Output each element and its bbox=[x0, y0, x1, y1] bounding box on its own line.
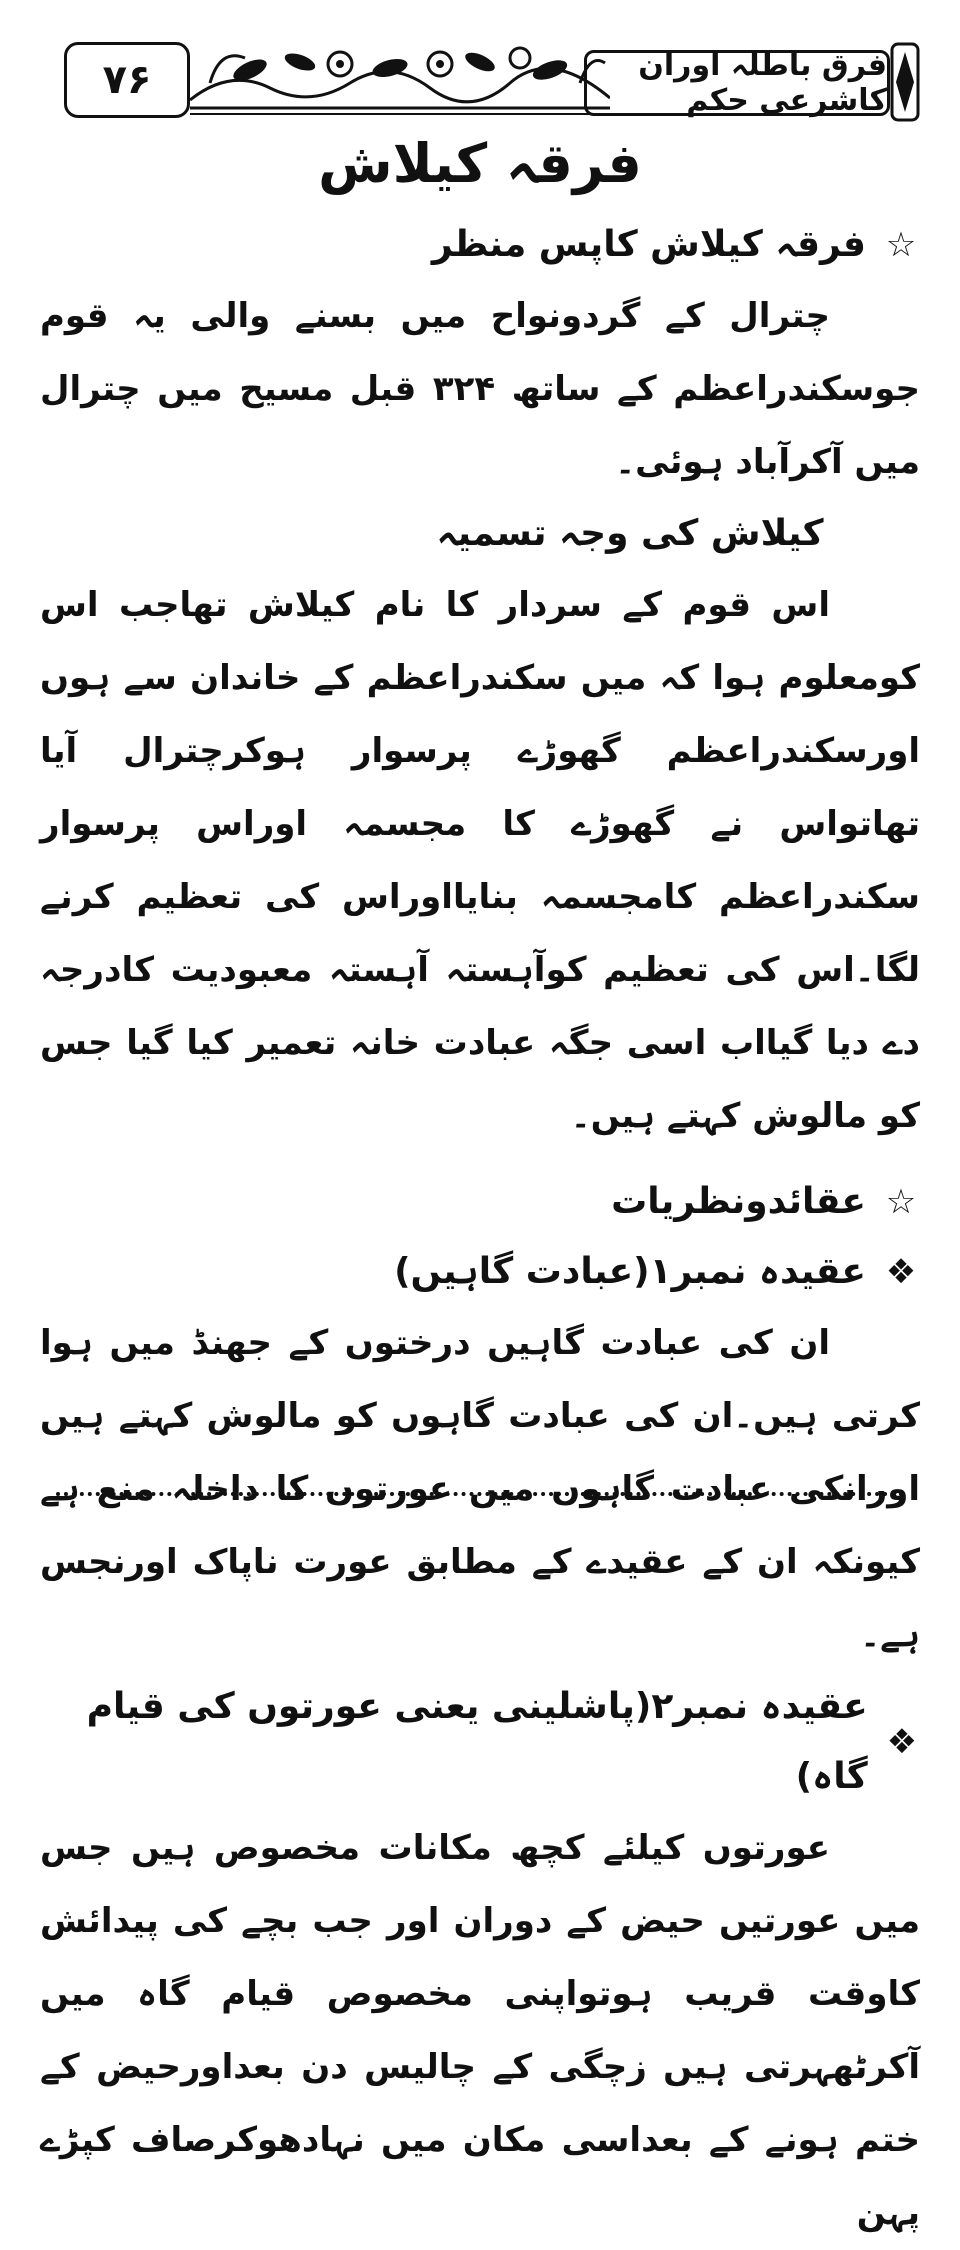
book-title: فرق باطلہ اوران کاشرعی حکم bbox=[584, 50, 890, 116]
page-content bbox=[40, 118, 920, 2250]
section-heading-background bbox=[40, 210, 920, 280]
heading-text: عقیدہ نمبر۱(عبادت گاہیں) bbox=[394, 1251, 866, 1292]
section-heading-naming bbox=[40, 499, 920, 569]
heading-text: عقیدہ نمبر۲(پاشلینی یعنی عورتوں کی قیام گاہ) bbox=[86, 1686, 868, 1797]
diamond-bullet-icon: ❖ bbox=[886, 1722, 918, 1762]
heading-text: کیلاش کی وجہ تسمیہ bbox=[436, 513, 824, 554]
paragraph-belief-2: عورتوں کیلئے کچھ مکانات مخصوص ہیں جس میں عورتیں حیض کے دوران اور جب بچے کی پیدائش کاوقت قریب ہوتواپنی مخصوص قیام گاہ میں آکرٹھہرتی ہیں زچگی کے چالیس دن بعداورحیض کے ختم ہونے کے بعداسی مکان میں نہادھوکرصاف کپڑے پہن bbox=[40, 1828, 920, 2233]
chapter-title: فرقہ کیلاش bbox=[318, 132, 642, 195]
bottom-dotted-rule bbox=[56, 1492, 904, 1496]
belief-heading-1 bbox=[40, 1237, 920, 1307]
heading-text: فرقہ کیلاش کاپس منظر bbox=[431, 224, 866, 265]
paragraph-belief-1: ان کی عبادت گاہیں درختوں کے جھنڈ میں ہوا کرتی ہیں۔ان کی عبادت گاہوں کو مالوش کہتے ہیں اورانکی عبادت گاہوں میں عورتوں کا داخلہ منع ہے کیونکہ ان کے عقیدے کے مطابق عورت ناپاک اورنجس ہے۔ bbox=[40, 1323, 920, 1655]
belief-heading-2 bbox=[40, 1672, 920, 1812]
page-number: ۷۶ bbox=[64, 42, 190, 118]
heading-text: عقائدونظریات bbox=[611, 1181, 866, 1222]
star-icon: ☆ bbox=[885, 225, 917, 265]
paragraph-background: چترال کے گردونواح میں بسنے والی یہ قوم جوسکندراعظم کے ساتھ ۳۲۴ قبل مسیح میں چترال میں آکرآباد ہوئی۔ bbox=[40, 296, 920, 482]
page-header bbox=[40, 22, 920, 132]
star-icon: ☆ bbox=[885, 1182, 917, 1222]
section-heading-beliefs bbox=[40, 1167, 920, 1237]
diamond-bullet-icon: ❖ bbox=[885, 1252, 917, 1292]
corner-ornament bbox=[890, 42, 920, 122]
decorative-vine-ornament bbox=[190, 28, 610, 128]
paragraph-naming: اس قوم کے سردار کا نام کیلاش تھاجب اس کومعلوم ہوا کہ میں سکندراعظم کے خاندان سے ہوں اورسکندراعظم گھوڑے پرسوار ہوکرچترال آیا تھاتواس نے گھوڑے کا مجسمہ اوراس پرسوار سکندراعظم کامجسمہ بنایااوراس کی تعظیم کرنے لگا۔اس کی تعظیم کوآہستہ آہستہ معبودیت کادرجہ دے دیا گیااب اسی جگہ عبادت خانہ تعمیر کیا گیا جس کو مالوش کہتے ہیں۔ bbox=[40, 585, 920, 1136]
